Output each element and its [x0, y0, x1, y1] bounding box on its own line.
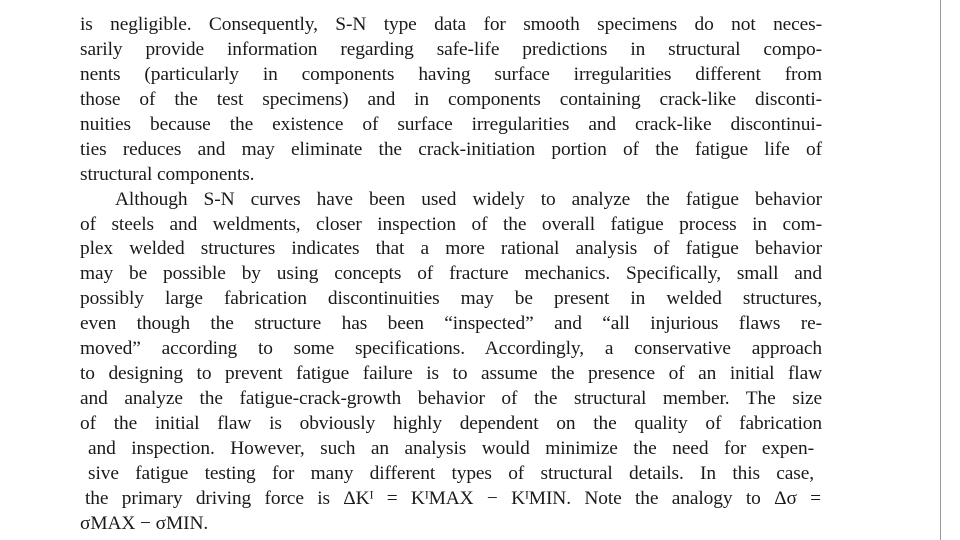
text-line: those of the test specimens) and in components containing crack-like disconti- [80, 89, 822, 110]
text-line: of the initial flaw is obviously highly dependent on the quality of fabrication [80, 413, 822, 434]
text-line: and analyze the fatigue-crack-growth behavior of the structural member. The size [80, 388, 822, 409]
text-line: possibly large fabrication discontinuities may be present in welded structures, [80, 288, 822, 309]
text-line: sarily provide information regarding safe-life predictions in structural compo- [80, 39, 822, 60]
text-line: the primary driving force is ΔKᴵ = KᴵMAX − KᴵMIN. Note the analogy to Δσ = [85, 488, 821, 509]
text-line: sive fatigue testing for many different types of structural details. In this case, [88, 463, 814, 484]
text-line: plex welded structures indicates that a more rational analysis of fatigue behavior [80, 238, 822, 259]
page-edge-divider [940, 0, 941, 540]
text-line: even though the structure has been “inspected” and “all injurious flaws re- [80, 313, 822, 334]
text-line: ties reduces and may eliminate the crack-initiation portion of the fatigue life of [80, 139, 822, 160]
text-line: moved” according to some specifications. Accordingly, a conservative approach [80, 338, 822, 359]
text-line: σMAX − σMIN. [80, 513, 209, 534]
text-line: to designing to prevent fatigue failure is to assume the presence of an initial flaw [80, 363, 822, 384]
text-line: may be possible by using concepts of fracture mechanics. Specifically, small and [80, 263, 822, 284]
text-line: structural components. [80, 164, 255, 185]
text-line: nents (particularly in components having surface irregularities different from [80, 64, 822, 85]
text-line: of steels and weldments, closer inspection of the overall fatigue process in com- [80, 214, 822, 235]
text-line: and inspection. However, such an analysis would minimize the need for expen- [88, 438, 814, 459]
text-line: Although S-N curves have been used widely to analyze the fatigue behavior [115, 189, 822, 210]
text-line: nuities because the existence of surface irregularities and crack-like discontinui- [80, 114, 822, 135]
text-line: is negligible. Consequently, S-N type data for smooth specimens do not neces- [80, 14, 822, 35]
